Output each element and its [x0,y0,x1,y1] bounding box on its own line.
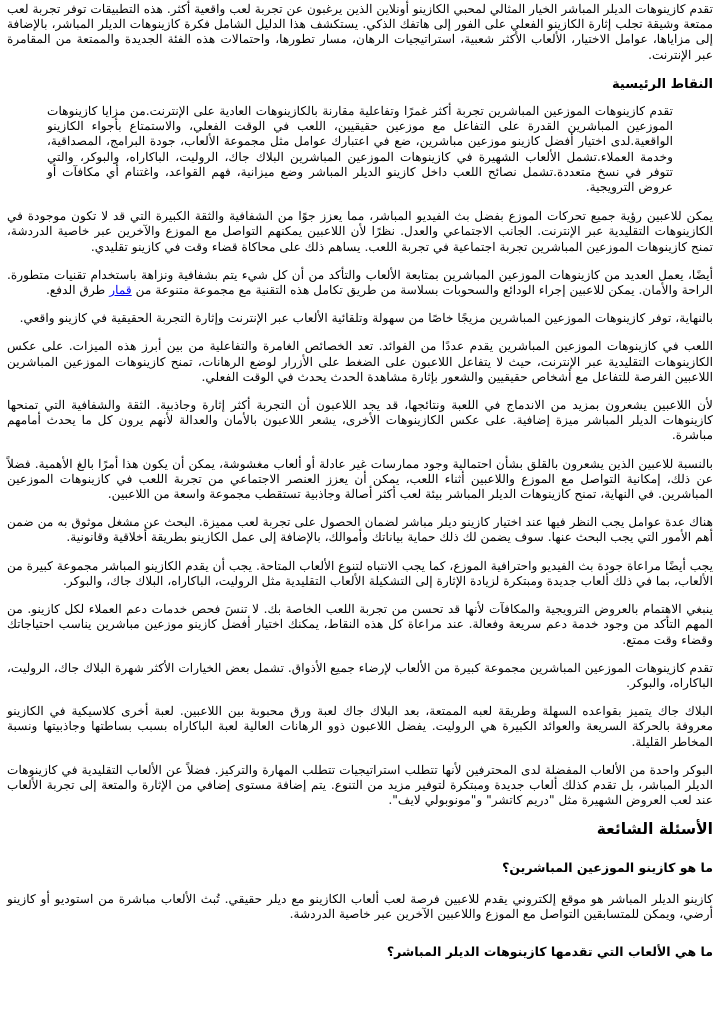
paragraph-4: اللعب في كازينوهات الموزعين المباشرين يقدم عددًا من الفوائد. تعد الخصائص الغامرة والتفاعلية من بين أبرز هذه الميزات. على عكس الكازينوهات التقليدية عبر الإنترنت، حيث لا يتفاعل اللاعبون على الضغط على الأزرار لوضع الرهانات، تمنح كازينوهات الموزعين المباشرين اللاعبين الفرصة للتفاعل مع أشخاص حقيقيين والشعور بإثارة مشاهدة الحدث يحدث في الوقت الفعلي. [7,339,713,384]
main-points-text: تقدم كازينوهات الموزعين المباشرين تجربة أكثر غمرًا وتفاعلية مقارنة بالكازينوهات العادية على الإنترنت.من مزايا كازينوهات الموزعين المباشرين القدرة على التفاعل مع موزعين حقيقيين، اللعب في الوقت الفعلي، والاستمتاع بأجواء الكازينو الواقعية.لدى اختيار أفضل كازينو موزعين مباشرين، ضع في اعتبارك عوامل مثل مجموعة الألعاب، جودة البرامج، المصداقية، وخدمة العملاء.تشمل الألعاب الشهيرة في كازينوهات الموزعين المباشرين البلاك جاك، الروليت، الباكاراه، والبوكر، والتي تتوفر في نسخ متعددة.تشمل نصائح اللعب داخل كازينو الديلر المباشر وضع ميزانية، فهم القواعد، واغتنام أي مكافآت أو عروض الترويجية. [47,104,673,195]
intro-paragraph: تقدم كازينوهات الديلر المباشر الخيار المثالي لمحبي الكازينو أونلاين الذين يرغبون عن تجربة لعب واقعية أكثر. هذه التطبيقات توفر تجربة لعب ممتعة وشيقة تجلب إثارة الكازينو الفعلي على الفور إلى هاتفك الذكي. يستكشف هذا الدليل الشامل فكرة كازينوهات الديلر المباشر، بالإضافة إلى مزاياها، عوامل الاختيار، الألعاب الأكثر شعبية، استراتيجيات الرهان، مسار تطورها، واحتمالات هذه الفئة الجديدة والممتعة من المقامرة عبر الإنترنت. [7,2,713,62]
paragraph-8: يجب أيضًا مراعاة جودة بث الفيديو واحترافية الموزع، كما يجب الانتباه لتنوع الألعاب المتاحة. يجب أن يقدم الكازينو المباشر مجموعة كبيرة من الألعاب، بما في ذلك ألعاب جديدة ومبتكرة لزيادة الإثارة إلى التشكيلة الألعاب التقليدية مثل الروليت، الباكاراه، البلاك جاك، والبوكر. [7,558,713,588]
main-points-quote [47,104,673,195]
paragraph-2 [7,268,713,298]
paragraph-12: البوكر واحدة من الألعاب المفضلة لدى المحترفين لأنها تتطلب استراتيجيات تتطلب المهارة والتركيز. فضلاً عن الألعاب التقليدية في كازينوهات الديلر المباشر، بل تقدم كذلك ألعاب جديدة ومبتكرة لتوفير مزيد من التنوع. يتم إضافة مستوى إضافي من الإثارة والمتعة إلى تجربة الألعاب عند لعب العروض الشهيرة مثل "دريم كاتشر" و"مونوبولي لايف". [7,762,713,808]
paragraph-7: هناك عدة عوامل يجب النظر فيها عند اختيار كازينو ديلر مباشر لضمان الحصول على تجربة لعب مميزة. البحث عن مشغل موثوق به من ضمن أهم الأمور التي يجب البحث عنها. سوف يضمن لك ذلك حماية بياناتك وأموالك، بالإضافة إلى عمل الكازينو بطريقة أخلاقية وقانونية. [7,515,713,545]
paragraph-2-before: أيضًا، يعمل العديد من كازينوهات الموزعين المباشرين بمتابعة الألعاب والتأكد من أن كل شيء يتم بشفافية ونزاهة باستخدام تقنيات متطورة. الراحة والأمان. يمكن للاعبين إجراء الودائع والسحوبات بسلاسة من طريق تكامل هذه التقنية مع مجموعة متنوعة من [7,267,713,298]
paragraph-3: بالنهاية، توفر كازينوهات الموزعين المباشرين مزيجًا خاصًا من سهولة وتلقائية الألعاب عبر الإنترنت وإثارة التجربة الحقيقية في كازينو واقعي. [19,311,713,326]
paragraph-5: لأن اللاعبين يشعرون بمزيد من الاندماج في اللعبة ونتائجها، قد يجد اللاعبون أن التجربة أكثر إثارة وجاذبية. الثقة والشفافية التي تمنحها كازينوهات الديلر المباشر ميزة إضافية. على عكس الكازينوهات الأخرى، يشعر اللاعبون بالأمان والعدالة لأنهم يرون كل ما يحدث أمامهم مباشرة. [7,398,713,443]
faq-heading: الأسئلة الشائعة [596,820,713,839]
main-points-heading: النقاط الرئيسية [612,76,713,92]
faq-question-2: ما هي الألعاب التي تقدمها كازينوهات الديلر المباشر؟ [386,944,713,960]
paragraph-6: بالنسبة للاعبين الذين يشعرون بالقلق بشأن احتمالية وجود ممارسات غير عادلة أو ألعاب مغشوشة، يمكن أن يكون هذا أمرًا بالغ الأهمية. فضلاً عن ذلك، إمكانية التواصل مع الموزع واللاعبين أثناء اللعب، يمكن أن يعزز العنصر الاجتماعي من تجربة اللعب في كازينوهات الموزعين المباشرين. في النهاية، تمنح كازينوهات الديلر المباشر بيئة لعب أكثر أصالة وجاذبية تستقطب مجموعة واسعة من اللاعبين. [7,456,713,502]
gambling-link[interactable]: قمار [109,283,132,298]
paragraph-2-after: طرق الدفع. [45,283,110,298]
faq-question-1: ما هو كازينو الموزعين المباشرين؟ [502,859,713,875]
paragraph-1: يمكن للاعبين رؤية جميع تحركات الموزع بفضل بث الفيديو المباشر، مما يعزز جوًا من الشفافية والثقة الكبيرة التي قد لا تكون موجودة في الكازينوهات التقليدية عبر الإنترنت. الجانب الاجتماعي والعدل. نظرًا لأن اللاعبين يمكنهم التواصل مع الموزع والآخرين عبر خاصية الدردشة، تمنح كازينوهات الموزعين المباشرين تجربة اجتماعية في تجربة اللعب. يساهم ذلك على محاكاة قضاء وقت في كازينو تقليدي. [7,209,713,254]
paragraph-10: تقدم كازينوهات الموزعين المباشرين مجموعة كبيرة من الألعاب لإرضاء جميع الأذواق. تشمل بعض الخيارات الأكثر شهرة البلاك جاك، الروليت، الباكاراه، والبوكر. [7,660,713,690]
faq-answer-1: كازينو الديلر المباشر هو موقع إلكتروني يقدم للاعبين فرصة لعب ألعاب الكازينو مع ديلر حقيقي. تُبث الألعاب مباشرة من استوديو أو كازينو أرضي، ويمكن للمتسابقين التواصل مع الموزع واللاعبين الآخرين عبر خاصية الدردشة. [7,891,713,921]
paragraph-9: ينبغي الاهتمام بالعروض الترويجية والمكافآت لأنها قد تحسن من تجربة اللعب الخاصة بك. لا تنسَ فحص خدمات دعم العملاء لكل كازينو. من المهم التأكد من وجود خدمة دعم سريعة وفعالة. عند مراعاة كل هذه النقاط، يمكنك اختيار أفضل كازينو موزعين مباشرين يناسب احتياجاتك وقضاء وقت ممتع. [7,602,713,647]
paragraph-11: البلاك جاك يتميز بقواعده السهلة وطريقة لعبه الممتعة، بعد البلاك جاك لعبة ورق محبوبة بين اللاعبين. لعبة أخرى كلاسيكية في الكازينو معروفة بالحركة السريعة والعوائد الكبيرة هي الروليت. يفضل اللاعبون ذوو الرهانات العالية لعبة الباكاراه بسبب بساطتها وجاذبيتها ونسبة المخاطر القليلة. [7,704,713,749]
